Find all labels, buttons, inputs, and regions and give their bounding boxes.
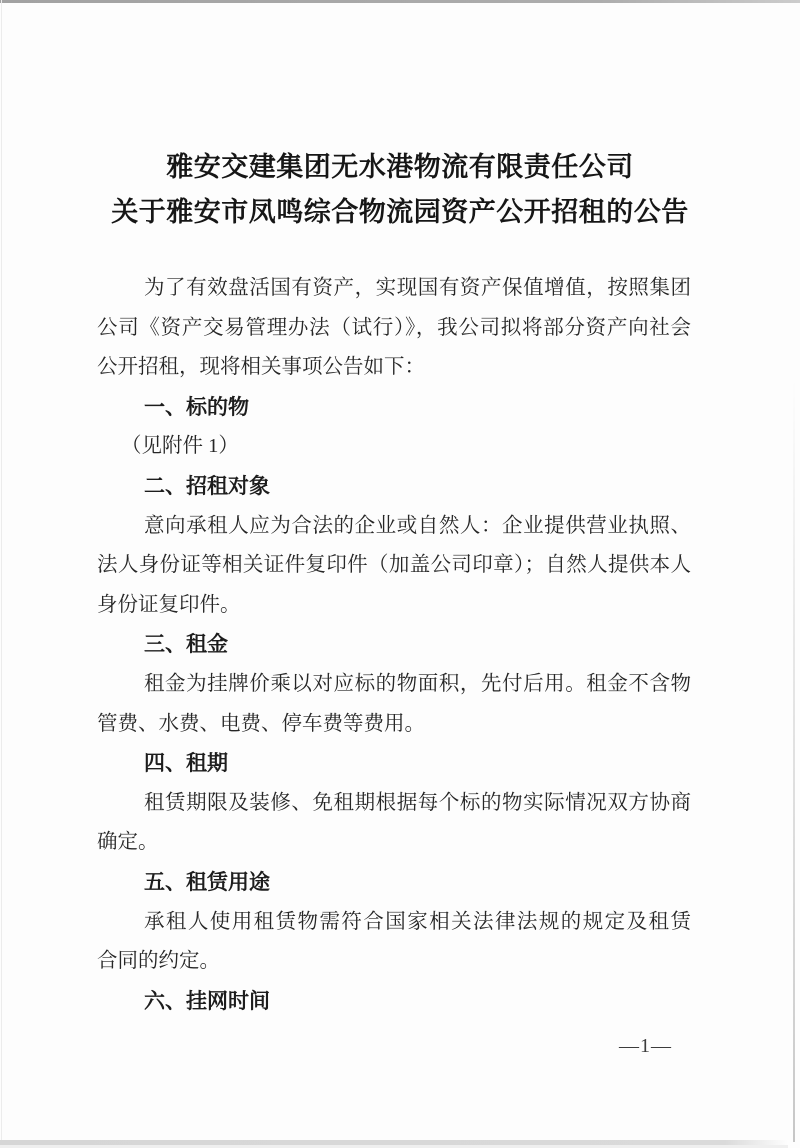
section-heading-6: 六、挂网时间 (144, 989, 270, 1013)
title-line-1: 雅安交建集团无水港物流有限责任公司 (166, 152, 634, 182)
body-line: 公开招租，现将相关事项公告如下： (97, 356, 425, 379)
body-line: 为了有效盘活国有资产，实现国有资产保值增值，按照集团 (144, 277, 691, 299)
body-line: 身份证复印件。 (97, 593, 241, 616)
section-heading-5: 五、租赁用途 (144, 870, 270, 894)
body-line: 公司《资产交易管理办法（试行）》，我公司拟将部分资产向社会 (97, 316, 691, 339)
section-heading-2: 二、招租对象 (144, 474, 270, 498)
section-heading-4: 四、租期 (144, 752, 228, 776)
document-title (0, 145, 800, 235)
page-number: —1— (619, 1035, 672, 1057)
body-line: 租金为挂牌价乘以对应标的物面积，先付后用。租金不含物 (144, 672, 691, 695)
scan-edge-top (0, 0, 800, 3)
document-body (97, 269, 691, 1021)
body-line: 合同的约定。 (97, 950, 220, 973)
section-heading-1: 一、标的物 (144, 395, 249, 419)
body-line: 承租人使用租赁物需符合国家相关法律法规的规定及租赁 (144, 910, 691, 933)
body-line: 法人身份证等相关证件复印件（加盖公司印章）；自然人提供本人 (97, 554, 691, 577)
body-line: 意向承租人应为合法的企业或自然人：企业提供营业执照、 (144, 514, 691, 537)
title-line-2: 关于雅安市凤鸣综合物流园资产公开招租的公告 (111, 197, 689, 227)
section-heading-3: 三、租金 (144, 633, 228, 657)
body-line: 确定。 (97, 831, 159, 854)
body-line: 租赁期限及装修、免租期根据每个标的物实际情况双方协商 (144, 791, 691, 814)
body-line: 管费、水费、电费、停车费等费用。 (97, 712, 425, 735)
attachment-note: （见附件 1） (121, 435, 239, 458)
scan-edge-right (793, 380, 795, 1142)
